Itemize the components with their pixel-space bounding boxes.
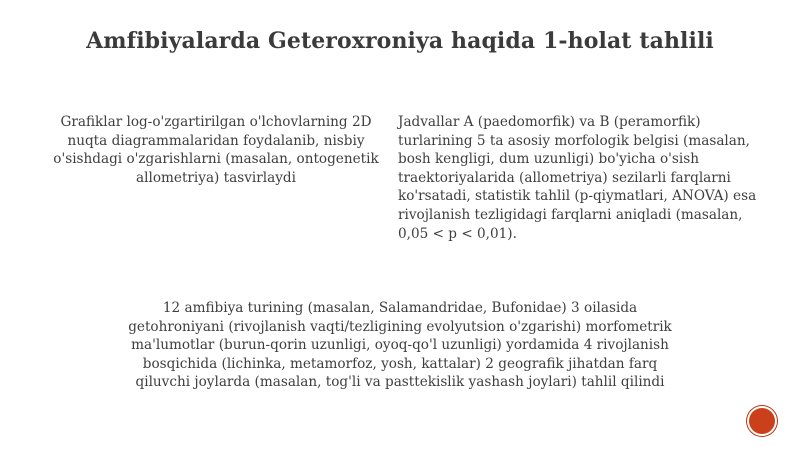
slide-title: Amfibiyalarda Geteroxroniya haqida 1-holat tahlili	[86, 28, 714, 54]
graphs-description: Grafiklar log-o'zgartirilgan o'lchovlarning 2D nuqta diagrammalaridan foydalanib, nisbiy o'sishdagi o'zgarishlarni (masalan, ontogenetik allometriya) tasvirlaydi	[53, 114, 379, 186]
slide-nav-button[interactable]	[747, 406, 777, 436]
study-description: 12 amfibiya turining (masalan, Salamandridae, Bufonidae) 3 oilasida getohroniyani (rivojlanish vaqti/tezligining evolyutsion o'zgarishi) morfometrik ma'lumotlar (burun-qorin uzunligi, oyoq-qo'l uzunligi) yordamida 4 rivojlanish bosqichida (lichinka, metamorfoz, yosh, kattalar) 2 geografik jihatdan farq qiluvchi joylarda (masalan, tog'li va pasttekislik yashash joylari) tahlil qilindi	[128, 300, 672, 391]
tables-description: Jadvallar A (paedomorfik) va B (peramorfik) turlarining 5 ta asosiy morfologik belgisi (masalan, bosh kengligi, dum uzunligi) bo'yicha o'sish traektoriyalarida (allometriya) sezilarli farqlarni ko'rsatadi, statistik tahlil (p-qiymatlari, ANOVA) esa rivojlanish tezligidagi farqlarni aniqladi (masalan, 0,05 < p < 0,01).	[398, 114, 757, 242]
